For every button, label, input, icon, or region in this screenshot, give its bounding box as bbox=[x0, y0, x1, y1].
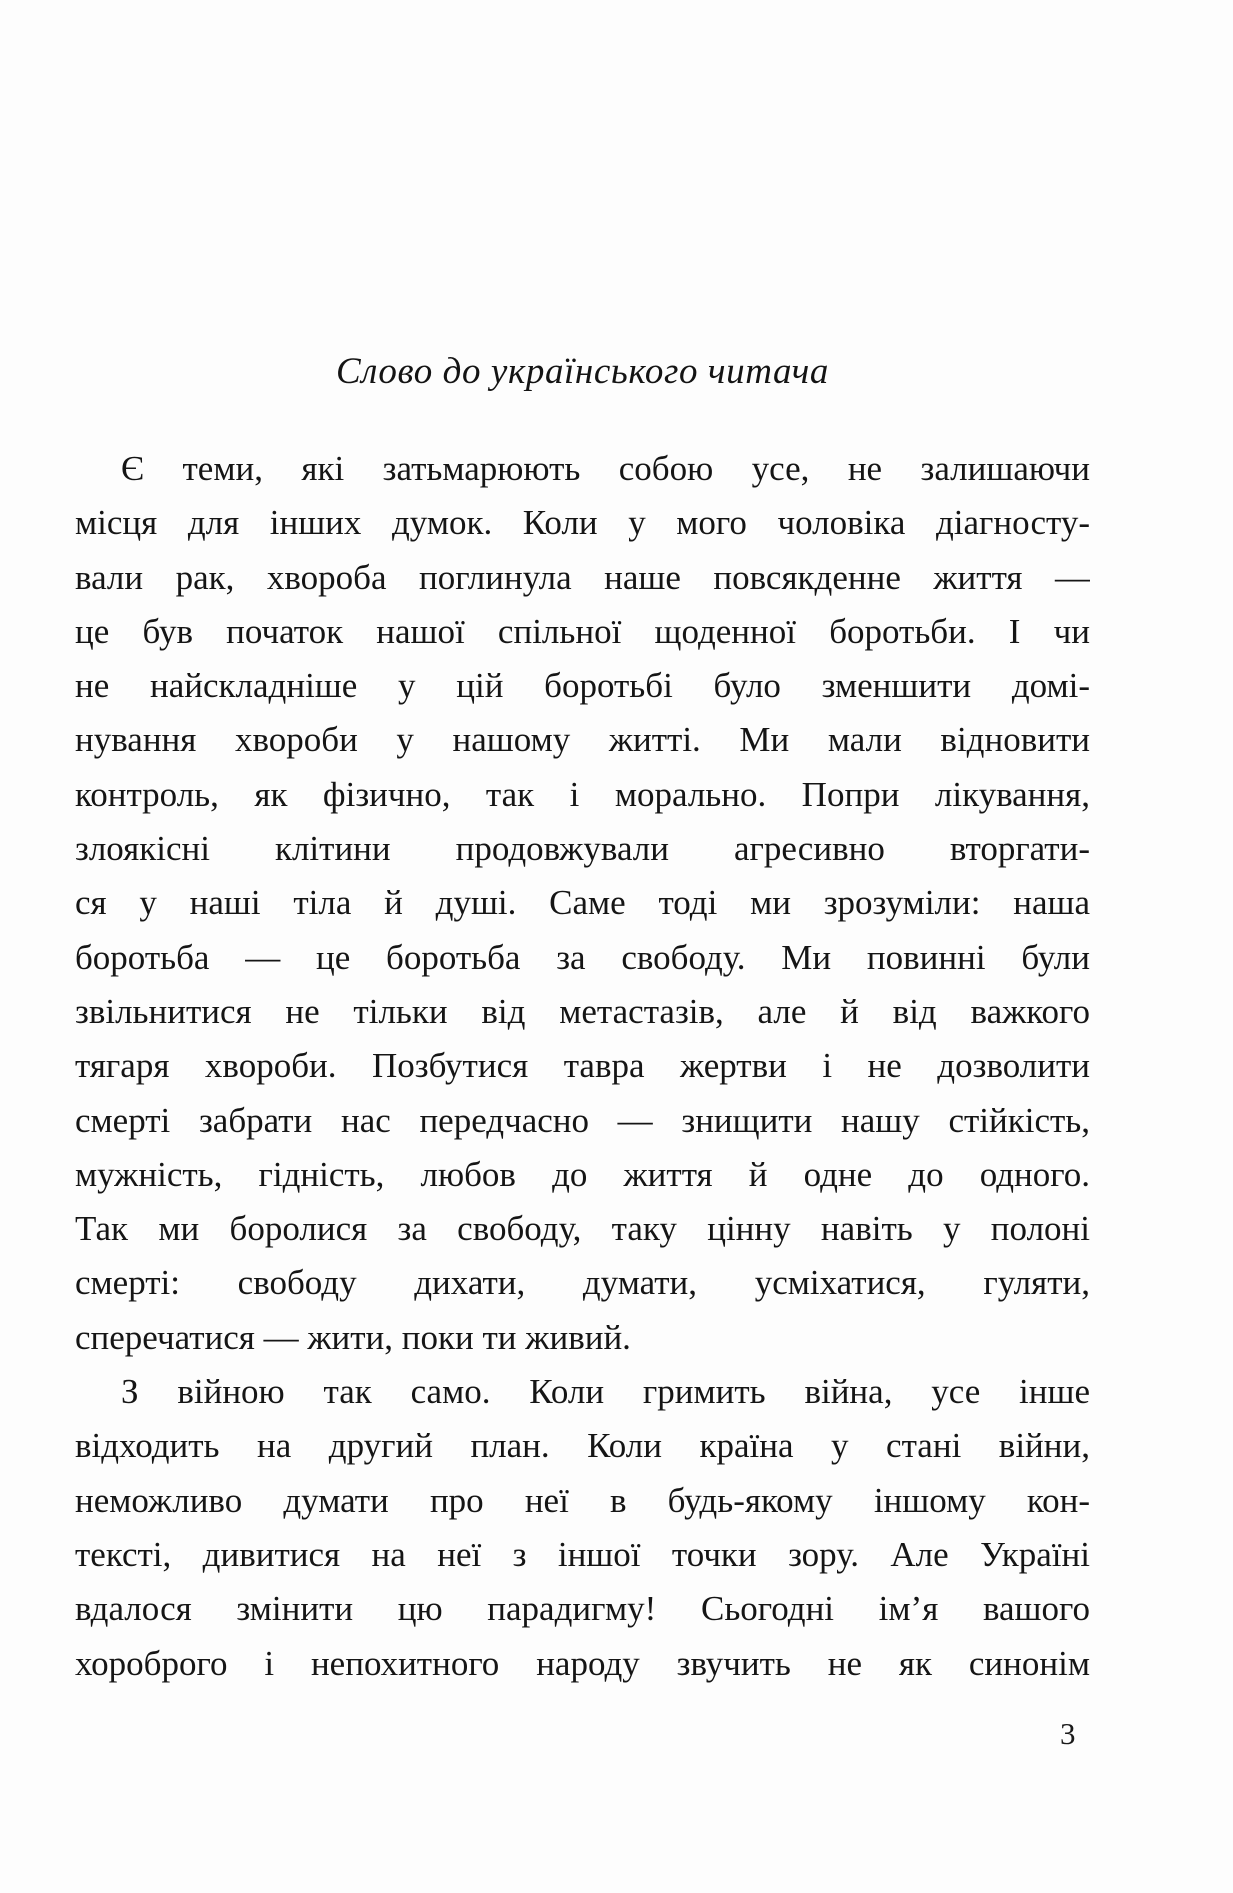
text-line: ся у наші тіла й душі. Саме тоді ми зрозуміли: наша bbox=[75, 883, 1090, 923]
paragraph bbox=[75, 442, 1090, 1365]
text-line: З війною так само. Коли гримить війна, усе інше bbox=[121, 1372, 1090, 1412]
text-line: тексті, дивитися на неї з іншої точки зору. Але Україні bbox=[75, 1534, 1090, 1574]
text-line: боротьба — це боротьба за свободу. Ми повинні були bbox=[75, 937, 1090, 977]
text-line: нування хвороби у нашому житті. Ми мали відновити bbox=[75, 720, 1090, 760]
text-line: відходить на другий план. Коли країна у стані війни, bbox=[75, 1426, 1090, 1466]
text-line: не найскладніше у цій боротьбі було зменшити домі- bbox=[75, 666, 1090, 706]
text-line: звільнитися не тільки від метастазів, але й від важкого bbox=[75, 991, 1090, 1031]
text-line: місця для інших думок. Коли у мого чоловіка діагносту- bbox=[75, 503, 1090, 543]
text-line: вдалося змінити цю парадигму! Сьогодні ім’я вашого bbox=[75, 1589, 1090, 1629]
text-line: смерті: свободу дихати, думати, усміхатися, гуляти, bbox=[75, 1263, 1090, 1303]
page-number: 3 bbox=[1060, 1716, 1076, 1751]
text-line: вали рак, хвороба поглинула наше повсякденне життя — bbox=[75, 557, 1090, 597]
text-line: хороброго і непохитного народу звучить не як синонім bbox=[75, 1643, 1090, 1683]
text-line: неможливо думати про неї в будь-якому іншому кон- bbox=[75, 1480, 1090, 1520]
body-text bbox=[75, 442, 1090, 1691]
chapter-title: Слово до українського читача bbox=[335, 351, 830, 392]
paragraph bbox=[75, 1365, 1090, 1691]
text-line: мужність, гідність, любов до життя й одне до одного. bbox=[75, 1154, 1090, 1194]
text-line: контроль, як фізично, так і морально. Попри лікування, bbox=[75, 774, 1090, 814]
text-line: смерті забрати нас передчасно — знищити нашу стійкість, bbox=[75, 1100, 1090, 1140]
text-line: тягаря хвороби. Позбутися тавра жертви і не дозволити bbox=[75, 1046, 1090, 1086]
text-line: Так ми боролися за свободу, таку цінну навіть у полоні bbox=[75, 1209, 1090, 1249]
text-line: сперечатися — жити, поки ти живий. bbox=[75, 1317, 631, 1357]
text-line: злоякісні клітини продовжували агресивно вторгати- bbox=[75, 829, 1090, 869]
text-line: це був початок нашої спільної щоденної боротьби. І чи bbox=[75, 611, 1090, 651]
text-line: Є теми, які затьмарюють собою усе, не залишаючи bbox=[121, 449, 1090, 488]
